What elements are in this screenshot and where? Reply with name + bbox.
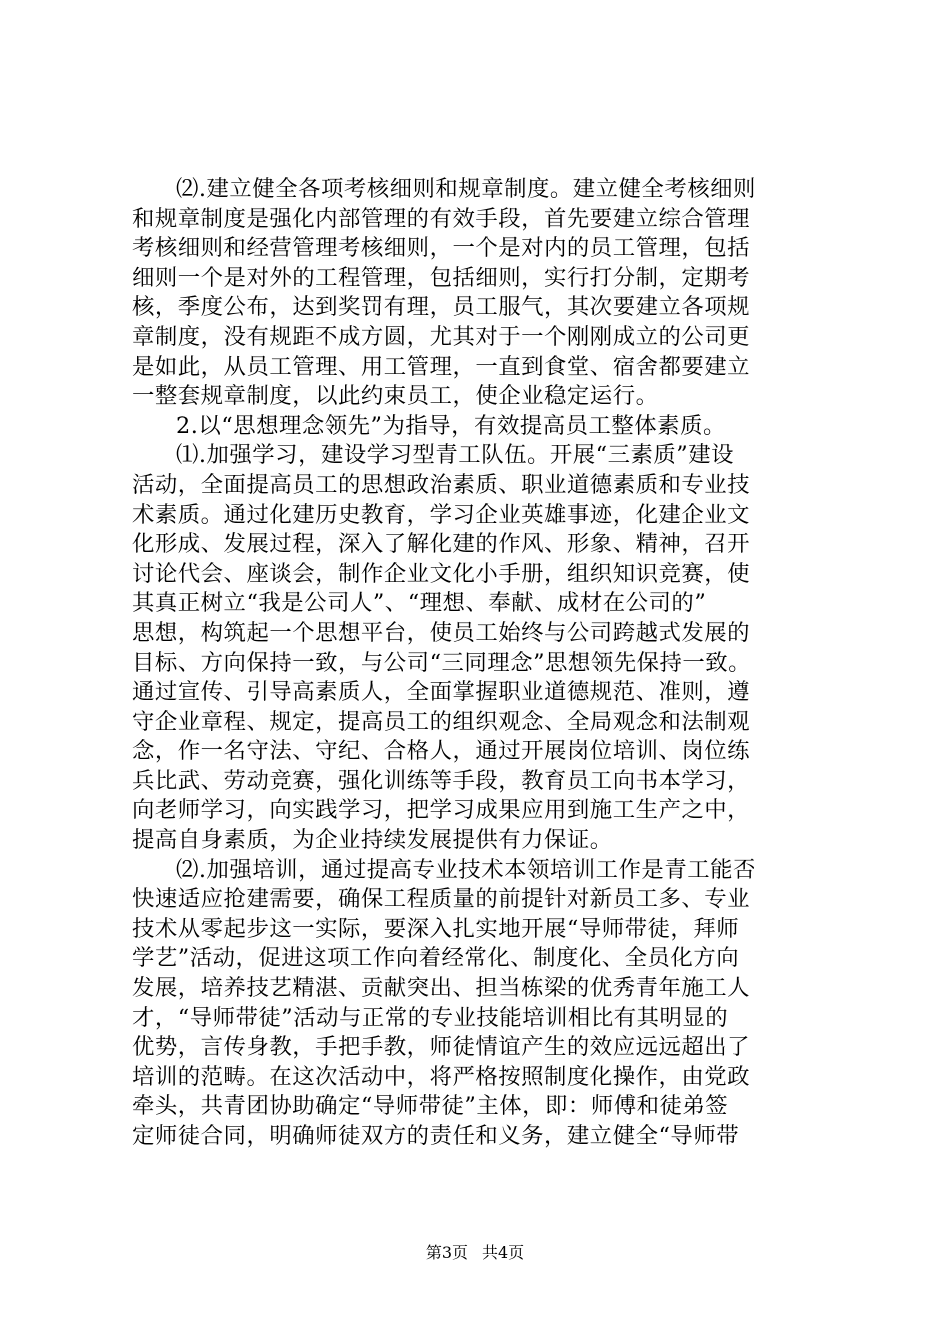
text-line: 章制度，没有规距不成方圆，尤其对于一个刚刚成立的公司更: [132, 323, 751, 350]
text-line: 发展，培养技艺精湛、贡献突出、担当栋梁的优秀青年施工人: [132, 975, 751, 1002]
text-line: 细则一个是对外的工程管理，包括细则，实行打分制，定期考: [132, 264, 751, 291]
text-line: 核，季度公布，达到奖罚有理，员工服气，其次要建立各项规: [132, 294, 751, 321]
section-heading: 2.以“思想理念领先”为指导，有效提高员工整体素质。: [176, 412, 726, 439]
text-line: 目标、方向保持一致，与公司“三同理念”思想领先保持一致。: [132, 649, 752, 676]
text-line: 向老师学习，向实践学习，把学习成果应用到施工生产之中，: [132, 797, 751, 824]
text-line: 术素质。通过化建历史教育，学习企业英雄事迹，化建企业文: [132, 501, 751, 528]
text-line: 培训的范畴。在这次活动中，将严格按照制度化操作，由党政: [132, 1063, 751, 1090]
text-line: 一整套规章制度，以此约束员工，使企业稳定运行。: [132, 383, 659, 410]
text-line: 是如此，从员工管理、用工管理，一直到食堂、宿舍都要建立: [132, 353, 751, 380]
text-line: 念，作一名守法、守纪、合格人，通过开展岗位培训、岗位练: [132, 738, 751, 765]
text-line: 定师徒合同，明确师徒双方的责任和义务，建立健全“导师带: [132, 1123, 740, 1149]
text-line: 思想，构筑起一个思想平台，使员工始终与公司跨越式发展的: [132, 619, 751, 646]
text-line: 活动，全面提高员工的思想政治素质、职业道德素质和专业技: [132, 471, 751, 498]
text-line: 兵比武、劳动竞赛，强化训练等手段，教育员工向书本学习，: [132, 767, 751, 794]
page-footer: [0, 1243, 950, 1263]
text-line: 和规章制度是强化内部管理的有效手段，首先要建立综合管理: [132, 205, 751, 232]
text-line: 考核细则和经营管理考核细则，一个是对内的员工管理，包括: [132, 235, 751, 262]
text-line: 才，“导师带徒”活动与正常的专业技能培训相比有其明显的: [132, 1004, 729, 1031]
page-number: 第3页: [425, 1243, 468, 1262]
text-line: 提高自身素质，为企业持续发展提供有力保证。: [132, 827, 613, 854]
text-line: ⑴.加强学习，建设学习型青工队伍。开展“三素质”建设: [176, 442, 734, 469]
text-line: 牵头，共青团协助确定“导师带徒”主体，即：师傅和徒弟签: [132, 1093, 729, 1120]
text-line: 优势，言传身教，手把手教，师徒情谊产生的效应远远超出了: [132, 1034, 751, 1061]
text-line: 快速适应抢建需要，确保工程质量的前提针对新员工多、专业: [132, 886, 751, 913]
document-body: [132, 175, 842, 1152]
text-line: 学艺”活动，促进这项工作向着经常化、制度化、全员化方向: [132, 945, 740, 972]
text-line: 其真正树立“我是公司人”、“理想、奉献、成材在公司的”: [132, 590, 707, 617]
total-pages: 共4页: [482, 1243, 525, 1262]
text-line: 化形成、发展过程，深入了解化建的作风、形象、精神，召开: [132, 531, 751, 558]
text-line: 技术从零起步这一实际，要深入扎实地开展“导师带徒，拜师: [132, 915, 740, 942]
text-line: 守企业章程、规定，提高员工的组织观念、全局观念和法制观: [132, 708, 751, 735]
text-line: 通过宣传、引导高素质人，全面掌握职业道德规范、准则，遵: [132, 679, 751, 706]
text-line: ⑵.加强培训，通过提高专业技术本领培训工作是青工能否: [176, 856, 756, 883]
text-line: ⑵.建立健全各项考核细则和规章制度。建立健全考核细则: [176, 176, 756, 202]
text-line: 讨论代会、座谈会，制作企业文化小手册，组织知识竞赛，使: [132, 560, 751, 587]
